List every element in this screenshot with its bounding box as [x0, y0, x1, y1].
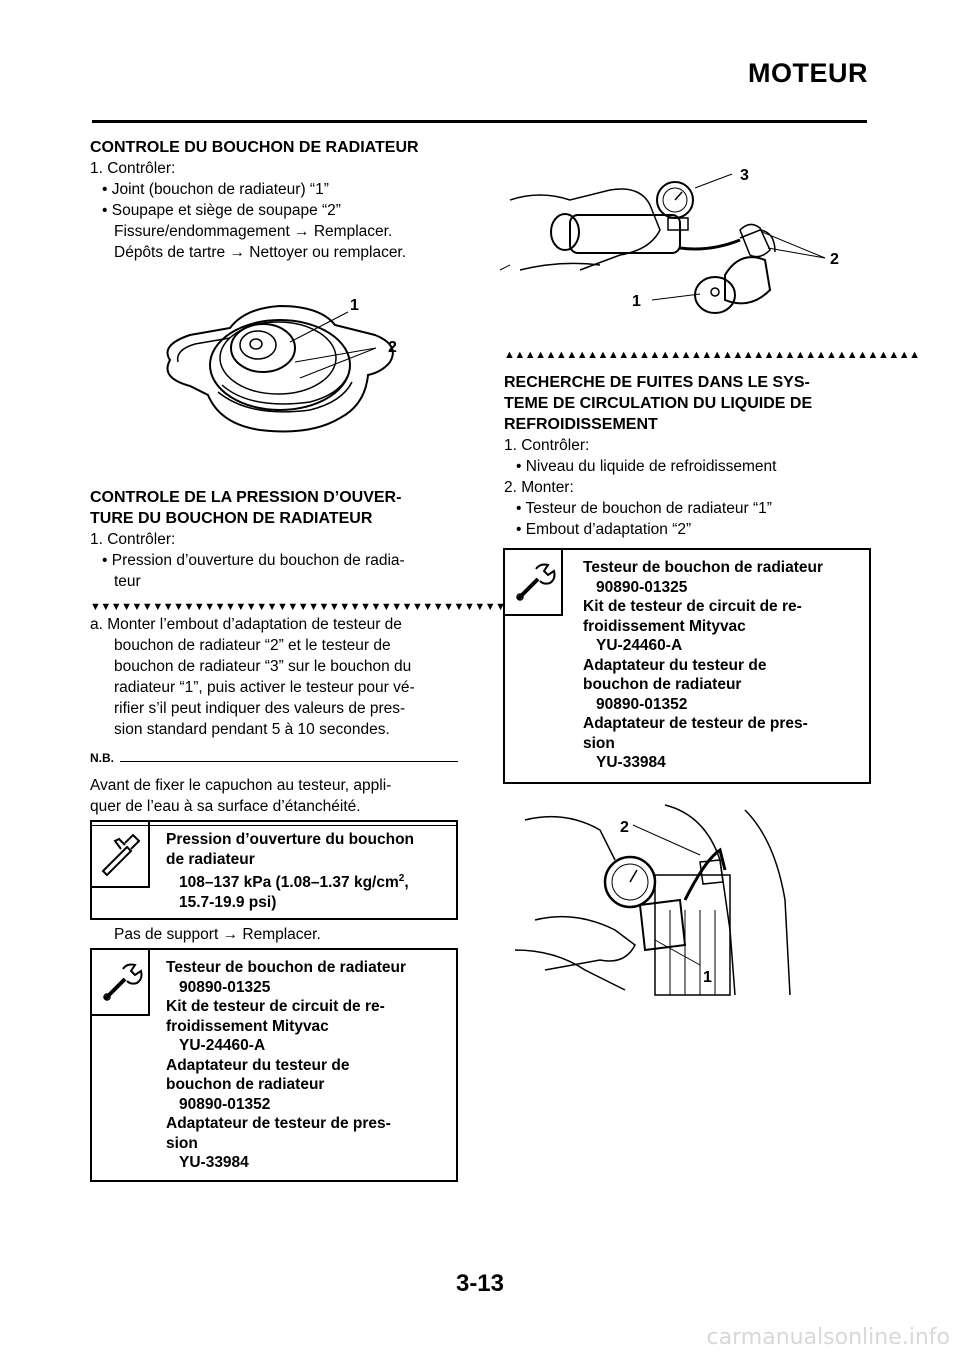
procedure-a-line-3: bouchon de radiateur “3” sur le bouchon du [114, 658, 412, 675]
callout-1: 1 [703, 969, 712, 986]
watermark: carmanualsonline.info [706, 1325, 950, 1350]
no-hold-replace: Pas de support → Remplacer. [114, 926, 321, 943]
bullet-opening-pressure-cont: teur [114, 573, 141, 590]
section-heading-opening-pressure-1: CONTROLE DE LA PRESSION D’OUVER- [90, 489, 402, 506]
callout-2: 2 [620, 819, 629, 836]
tool-3-number: 90890-01352 [179, 1095, 271, 1113]
tool-4-name-b: sion [166, 1134, 198, 1152]
step-1: 1. Contrôler: [90, 160, 176, 177]
callout-2: 2 [388, 339, 397, 356]
callout-2: 2 [830, 251, 839, 268]
tool-2-number: YU-24460-A [179, 1037, 266, 1054]
cap-tester-figure [500, 160, 870, 340]
section-heading-opening-pressure-2: TURE DU BOUCHON DE RADIATEUR [90, 510, 373, 527]
tool-2-name-b: froidissement Mityvac [166, 1017, 329, 1035]
left-column-2 [90, 487, 506, 826]
spec-label-1: Pression d’ouverture du bouchon [166, 831, 415, 848]
result-crack: Fissure/endommagement → Remplacer. [114, 223, 393, 240]
tool-box-left [90, 948, 458, 1182]
page-title: MOTEUR [748, 58, 868, 88]
procedure-a-line-4: radiateur “1”, puis activer le testeur pour vé- [114, 679, 415, 696]
tool-4-number: YU-33984 [596, 754, 666, 771]
bullet-coolant-level: • Niveau du liquide de refroidissement [516, 458, 777, 475]
procedure-a-line-1: a. Monter l’embout d’adaptation de testeur de [90, 616, 402, 633]
callout-1: 1 [632, 293, 641, 310]
note-header [90, 748, 458, 769]
triangle-row-start: ▼▼▼▼▼▼▼▼▼▼▼▼▼▼▼▼▼▼▼▼▼▼▼▼▼▼▼▼▼▼▼▼▼▼▼▼▼▼▼▼ [90, 601, 506, 613]
wrench-tool-icon [92, 950, 150, 1016]
section-heading-leak-2: TEME DE CIRCULATION DU LIQUIDE DE [504, 395, 813, 412]
procedure-a-line-2: bouchon de radiateur “2” et le testeur de [114, 637, 391, 654]
radiator-cap-figure [150, 290, 410, 470]
step-1-check-level: 1. Contrôler: [504, 437, 590, 454]
section-heading-leak-1: RECHERCHE DE FUITES DANS LE SYS- [504, 374, 810, 391]
section-heading-radiator-cap: CONTROLE DU BOUCHON DE RADIATEUR [90, 139, 419, 156]
tool-2-number: YU-24460-A [596, 637, 683, 654]
header-rule [92, 120, 867, 123]
bullet-adapter: • Embout d’adaptation “2” [516, 521, 692, 538]
triangle-row-end: ▲▲▲▲▲▲▲▲▲▲▲▲▲▲▲▲▲▲▲▲▲▲▲▲▲▲▲▲▲▲▲▲▲▲▲▲▲▲▲▲ [504, 349, 920, 361]
tool-3-name-a: Adaptateur du testeur de [166, 1056, 350, 1074]
tool-1-name: Testeur de bouchon de radiateur [166, 959, 407, 976]
tool-4-name-a: Adaptateur de testeur de pres- [583, 715, 808, 732]
section-heading-leak-3: REFROIDISSEMENT [504, 416, 658, 433]
tool-1-name: Testeur de bouchon de radiateur [583, 559, 824, 576]
caliper-icon [92, 822, 150, 888]
spec-value-1: 108–137 kPa (1.08–1.37 $kg/cm^2$, [179, 873, 409, 892]
callout-1: 1 [350, 297, 359, 314]
procedure-a-line-6: sion standard pendant 5 à 10 secondes. [114, 721, 390, 738]
spec-value-2: 15.7-19.9 psi) [179, 893, 277, 911]
tool-3-name-b: bouchon de radiateur [583, 676, 742, 693]
tool-4-name-b: sion [583, 734, 615, 752]
tool-2-name-b: froidissement Mityvac [583, 617, 746, 635]
bullet-seal: • Joint (bouchon de radiateur) “1” [102, 181, 329, 198]
right-column [504, 348, 920, 540]
bullet-valve: • Soupape et siège de soupape “2” [102, 202, 341, 219]
left-column [90, 137, 458, 263]
tool-1-number: 90890-01325 [596, 578, 688, 596]
spec-box [90, 820, 458, 920]
tool-2-name-a: Kit de testeur de circuit de re- [583, 598, 802, 615]
step-2-install: 2. Monter: [504, 479, 574, 496]
callout-3: 3 [740, 167, 749, 184]
procedure-a-line-5: rifier s’il peut indiquer des valeurs de pres- [114, 700, 406, 717]
tool-2-name-a: Kit de testeur de circuit de re- [166, 998, 385, 1015]
result-scale: Dépôts de tartre → Nettoyer ou remplacer. [114, 244, 407, 261]
tool-1-number: 90890-01325 [179, 978, 271, 996]
spec-label-2: de radiateur [166, 850, 255, 868]
tool-4-name-a: Adaptateur de testeur de pres- [166, 1115, 391, 1132]
tool-3-name-a: Adaptateur du testeur de [583, 656, 767, 674]
note-line-2: quer de l’eau à sa surface d’étanchéité. [90, 798, 361, 815]
note-line-1: Avant de fixer le capuchon au testeur, appli- [90, 777, 392, 794]
wrench-tool-icon [505, 550, 563, 616]
bullet-tester: • Testeur de bouchon de radiateur “1” [516, 500, 772, 517]
tool-3-name-b: bouchon de radiateur [166, 1076, 325, 1093]
tool-box-right [503, 548, 871, 784]
radiator-tester-figure [505, 800, 805, 1000]
bullet-opening-pressure: • Pression d’ouverture du bouchon de radia- [102, 552, 405, 569]
step-1-check: 1. Contrôler: [90, 531, 176, 548]
tool-4-number: YU-33984 [179, 1154, 249, 1171]
page-number: 3-13 [455, 1270, 505, 1297]
tool-3-number: 90890-01352 [596, 695, 688, 713]
note-label: N.B. [90, 751, 114, 765]
